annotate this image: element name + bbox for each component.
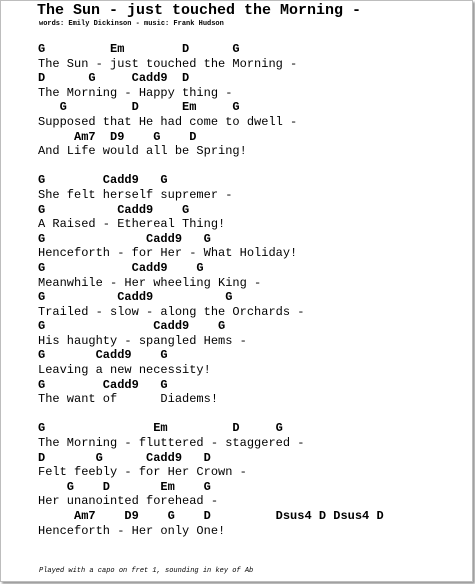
verse-spacer <box>38 407 384 422</box>
lyric-line: The Morning - Happy thing - <box>38 85 233 100</box>
chord-line: G Cadd9 G <box>38 377 168 392</box>
lyric-line: A Raised - Ethereal Thing! <box>38 217 226 232</box>
chord-line: G D Em G <box>38 479 211 494</box>
lyric-line: She felt herself supremer - <box>38 187 233 202</box>
chord-line: G Em D G <box>38 421 283 436</box>
lyric-line: Henceforth - for Her - What Holiday! <box>38 246 298 261</box>
chord-line: G Cadd9 G <box>38 173 168 188</box>
chord-line: G Cadd9 G <box>38 260 204 275</box>
song-credits: words: Emily Dickinson - music: Frank Hudson <box>39 20 224 28</box>
chord-line: G Em D G <box>38 42 240 56</box>
lyric-line: Felt feebly - for Her Crown - <box>38 465 247 480</box>
chord-line: Am7 D9 G D <box>38 129 197 144</box>
verse-spacer <box>38 159 384 174</box>
lyric-line: The Morning - fluttered - staggered - <box>38 436 305 451</box>
lyric-line: Her unanointed forehead - <box>38 494 219 509</box>
chord-line: G Cadd9 G <box>38 202 190 217</box>
song-title: The Sun - just touched the Morning - <box>37 2 362 19</box>
lyric-line: Trailed - slow - along the Orchards - <box>38 304 305 319</box>
lyric-line: The want of Diadems! <box>38 392 219 407</box>
lyric-line: His haughty - spangled Hems - <box>38 333 247 348</box>
chord-line: G Cadd9 G <box>38 290 233 305</box>
chord-line: D G Cadd9 D <box>38 450 211 465</box>
lyric-line: Supposed that He had come to dwell - <box>38 114 298 129</box>
lyric-line: And Life would all be Spring! <box>38 144 247 159</box>
lyric-line: Meanwhile - Her wheeling King - <box>38 275 262 290</box>
lyric-line: Leaving a new necessity! <box>38 363 211 378</box>
verse <box>38 42 384 159</box>
song-body <box>38 42 384 538</box>
lyric-line: The Sun - just touched the Morning - <box>38 56 298 71</box>
capo-note: Played with a capo on fret 1, sounding in key of Ab <box>39 567 254 575</box>
lyric-line: Henceforth - Her only One! <box>38 523 226 538</box>
chord-line: G D Em G <box>38 100 240 115</box>
chord-line: D G Cadd9 D <box>38 71 190 86</box>
verse <box>38 173 384 407</box>
chord-line: Am7 D9 G D Dsus4 D Dsus4 D <box>38 509 384 523</box>
chord-line: G Cadd9 G <box>38 231 211 246</box>
chord-line: G Cadd9 G <box>38 319 226 334</box>
verse <box>38 421 384 538</box>
chord-line: G Cadd9 G <box>38 348 168 363</box>
